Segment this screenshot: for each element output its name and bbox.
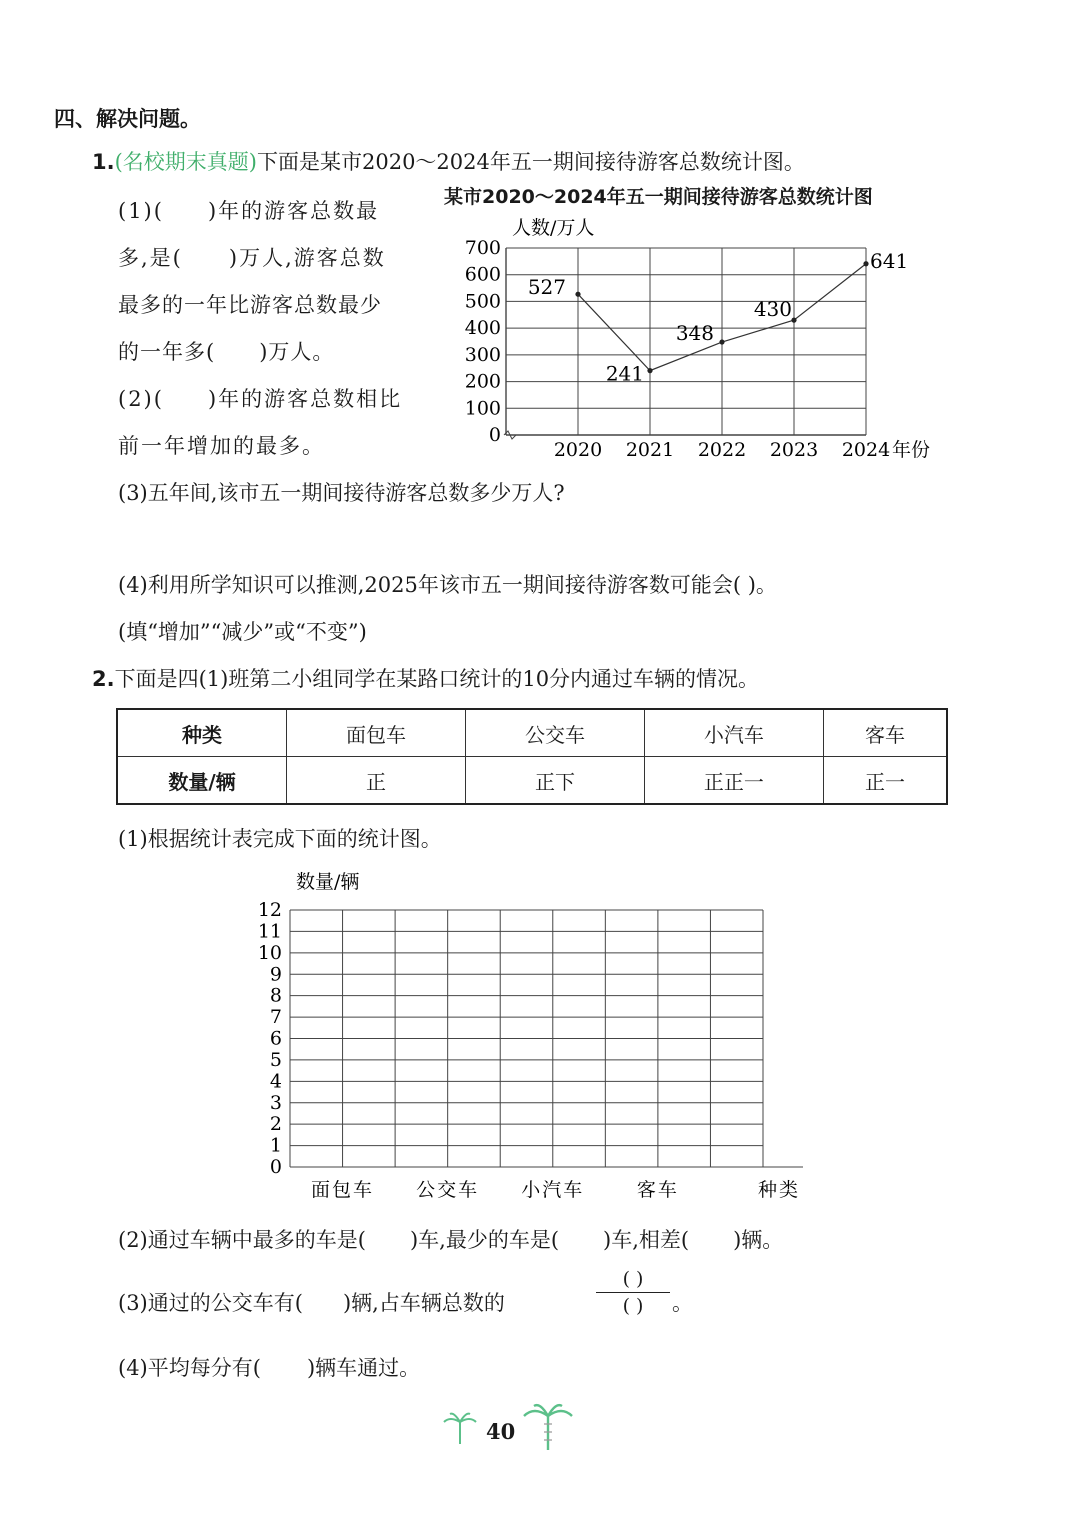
q1-p1-line2: 多,是( )万人,游客总数	[118, 246, 386, 270]
y-tick-label: 6	[269, 1027, 282, 1050]
q1-p1-line4: 的一年多( )万人。	[118, 340, 335, 364]
grid-categories	[311, 1179, 679, 1201]
y-tick-label: 300	[464, 343, 501, 366]
y-tick-label: 600	[464, 263, 501, 286]
data-label: 348	[675, 321, 714, 346]
q2-intro-line	[92, 663, 759, 693]
grid-lines	[290, 910, 803, 1167]
fraction-bar	[596, 1292, 670, 1293]
y-tick-label: 7	[269, 1006, 282, 1029]
q1-intro-line	[92, 146, 805, 176]
fraction-numerator: ( )	[622, 1268, 644, 1290]
data-point	[575, 292, 580, 297]
y-tick-label: 400	[464, 317, 501, 340]
table-row	[117, 757, 947, 805]
q1-p1-line3: 最多的一年比游客总数最少	[118, 293, 382, 317]
fraction	[596, 1268, 670, 1317]
q1-p1-line1: (1)( )年的游客总数最	[118, 199, 380, 223]
y-tick-label: 11	[257, 920, 282, 943]
line-chart	[440, 208, 960, 466]
table-header-count: 数量/辆	[117, 757, 287, 805]
y-tick-label: 9	[269, 963, 282, 986]
data-label: 241	[605, 361, 644, 386]
table-cell: 公交车	[465, 709, 644, 757]
tally-cell: 正正一	[644, 757, 823, 805]
y-tick-label: 4	[269, 1070, 282, 1093]
x-tick-label: 2020	[553, 439, 603, 461]
q1-p4-note: (填“增加”“减少”或“不变”)	[118, 620, 367, 644]
q2-p1: (1)根据统计表完成下面的统计图。	[118, 827, 442, 851]
y-tick-label: 1	[269, 1134, 282, 1157]
category-label: 客车	[636, 1179, 679, 1201]
grid-y-label: 数量/辆	[296, 871, 360, 893]
line-chart-y-label: 人数/万人	[512, 217, 595, 239]
grid-x-label: 种类	[758, 1179, 801, 1201]
table-row	[117, 709, 947, 757]
data-label: 430	[753, 297, 792, 322]
category-label: 小汽车	[521, 1179, 585, 1201]
data-point	[647, 368, 652, 373]
table-header-type: 种类	[117, 709, 287, 757]
data-label: 641	[870, 248, 909, 273]
vehicle-table	[116, 708, 948, 805]
q2-p3-end: 。	[672, 1291, 693, 1315]
page-number: 40	[486, 1419, 516, 1444]
y-tick-label: 700	[464, 237, 501, 259]
grid-y-ticks	[258, 899, 282, 1178]
section-title: 四、解决问题。	[54, 107, 201, 131]
x-tick-label: 2023	[769, 439, 819, 461]
blank-bar-grid	[250, 866, 820, 1206]
y-tick-label: 10	[257, 941, 282, 964]
table-cell: 面包车	[287, 709, 466, 757]
y-tick-label: 200	[464, 370, 501, 393]
category-label: 公交车	[416, 1179, 480, 1201]
y-tick-label: 0	[269, 1156, 282, 1178]
y-tick-label: 12	[257, 899, 282, 921]
q2-p3: (3)通过的公交车有( )辆,占车辆总数的	[118, 1291, 505, 1315]
q1-p2-line2: 前一年增加的最多。	[118, 434, 325, 458]
q2-intro: 下面是四(1)班第二小组同学在某路口统计的10分内通过车辆的情况。	[114, 667, 760, 691]
x-tick-label: 2021	[625, 439, 675, 461]
q1-tag: (名校期末真题)	[114, 150, 257, 174]
line-chart-series	[528, 249, 908, 386]
q2-p4: (4)平均每分有( )辆车通过。	[118, 1356, 421, 1380]
large-palm-icon	[524, 1405, 572, 1450]
fraction-denominator: ( )	[622, 1295, 644, 1317]
small-palm-icon	[444, 1414, 476, 1444]
x-tick-label: 2024	[841, 439, 891, 461]
table-cell: 小汽车	[644, 709, 823, 757]
y-tick-label: 0	[488, 424, 501, 446]
line-chart-x-label: 年份	[892, 439, 931, 461]
y-tick-label: 2	[269, 1113, 282, 1136]
data-point	[791, 318, 796, 323]
line-chart-x-ticks	[554, 439, 890, 461]
data-label: 527	[527, 275, 566, 300]
q1-number: 1.	[92, 150, 115, 174]
chart-title: 某市2020～2024年五一期间接待游客总数统计图	[444, 186, 873, 208]
q2-p2: (2)通过车辆中最多的车是( )车,最少的车是( )车,相差( )辆。	[118, 1228, 784, 1252]
y-tick-label: 500	[464, 290, 501, 313]
y-tick-label: 8	[269, 984, 282, 1007]
tally-cell: 正	[287, 757, 466, 805]
y-tick-label: 5	[269, 1048, 282, 1071]
tally-cell: 正一	[823, 757, 947, 805]
table-cell: 客车	[823, 709, 947, 757]
q1-p3: (3)五年间,该市五一期间接待游客总数多少万人?	[118, 481, 565, 505]
data-point	[719, 339, 724, 344]
category-label: 面包车	[311, 1179, 375, 1201]
q1-p4: (4)利用所学知识可以推测,2025年该市五一期间接待游客数可能会( )。	[118, 573, 777, 597]
data-point	[863, 261, 868, 266]
tally-cell: 正下	[465, 757, 644, 805]
y-tick-label: 3	[269, 1091, 282, 1114]
q1-intro: 下面是某市2020～2024年五一期间接待游客总数统计图。	[256, 150, 805, 174]
q1-p2-line1: (2)( )年的游客总数相比	[118, 387, 403, 411]
line-chart-y-ticks	[465, 237, 501, 446]
y-tick-label: 100	[464, 397, 501, 420]
q2-number: 2.	[92, 667, 115, 691]
x-tick-label: 2022	[697, 439, 747, 461]
